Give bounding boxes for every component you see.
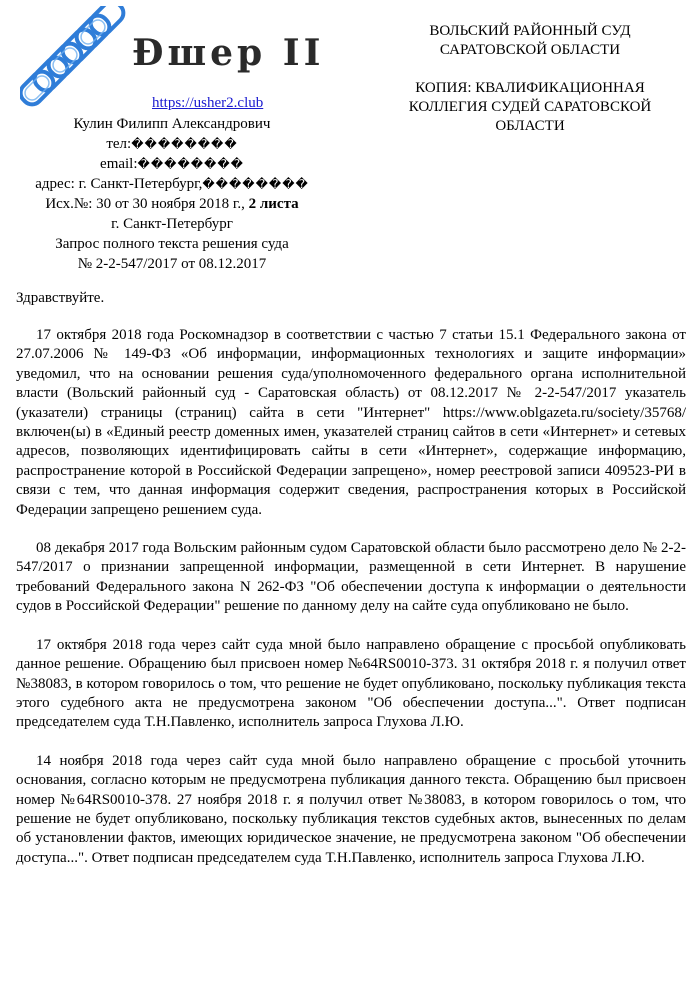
outgoing-reference: Исх.№: 30 от 30 ноября 2018 г., 2 листа	[45, 196, 299, 212]
masked-email: ��������	[137, 157, 244, 171]
subject-line-1: Запрос полного текста решения суда	[55, 236, 289, 252]
letter-body	[16, 326, 686, 887]
paragraph: 17 октября 2018 года через сайт суда мной было направлено обращение с просьбой опубликовать данное решение. Обращению был присвоен номер №64RS0010-373. 31 октября 2018 г. я получил ответ №38083, в котором говорилось о том, что решение не будет опубликовано, поскольку публикация текста этого судебного акта не предусмотрена законом "Об обеспечении доступа...". Ответ подписан председателем суда Т.Н.Павленко, исполнитель запроса Глухова Л.Ю.	[16, 636, 686, 731]
site-link[interactable]: https://usher2.club	[152, 95, 264, 111]
sender-address: адрес: г. Санкт-Петербург,��������	[35, 176, 309, 192]
page-count: 2 листа	[248, 196, 299, 212]
sender-phone: тел:��������	[106, 136, 238, 152]
paragraph: 17 октября 2018 года Роскомнадзор в соответствии с частью 7 статьи 15.1 Федерального закона от 27.07.2006 № 149-ФЗ «Об информации, информационных технологиях и защите информации» уведомил, что на основании решения суда/уполномоченного федерального органа исполнительной власти (Вольский районный суд - Саратовская область) от 08.12.2017 № 2-2-547/2017 указатель (указатели) страницы (страниц) сайта в сети "Интернет" https://www.oblgazeta.ru/society/35768/ включен(ы) в «Единый реестр доменных имен, указателей страниц сайтов в сети «Интернет» и сетевых адресов, позволяющих идентифицировать сайты в сети «Интернет», содержащие информацию, распространение которой в Российской Федерации запрещено», номер реестровой записи 409523-РИ в связи с тем, что данная информация содержит сведения, распространения которых в Российской Федерации запрещено решением суда.	[16, 327, 686, 518]
sender-city: г. Санкт-Петербург	[111, 216, 233, 232]
sender-email: email:��������	[100, 156, 244, 172]
greeting: Здравствуйте.	[16, 290, 105, 306]
sender-name: Кулин Филипп Александрович	[73, 116, 271, 132]
masked-phone: ��������	[131, 137, 238, 151]
paragraph: 08 декабря 2017 года Вольским районным судом Саратовской области было рассмотрено дело № 2-2-547/2017 о признании запрещенной информации, размещенной в сети Интернет. В нарушение требований Федерального закона N 262-ФЗ "Об обеспечении доступа к информации о деятельности судов в Российской Федерации" решение по данному делу на сайте суда опубликовано не было.	[16, 540, 686, 615]
paragraph: 14 ноября 2018 года через сайт суда мной было направлено обращение с просьбой уточнить основания, согласно которым не предусмотрена публикация данного текста. Обращению был присвоен номер №64RS0010-378. 27 ноября 2018 г. я получил ответ №38083, в котором говорилось о том, что решение не будет опубликовано, поскольку публикация текстов судебных актов, вынесенных по делам об установлении фактов, имеющих юридическое значение, не предусмотрена законом "Об обеспечении доступа...". Ответ подписан председателем суда Т.Н.Павленко, исполнитель запроса Глухова Л.Ю.	[16, 752, 686, 866]
copy-recipient: КОПИЯ: КВАЛИФИКАЦИОННАЯ КОЛЛЕГИЯ СУДЕЙ САРАТОВСКОЙ ОБЛАСТИ	[408, 80, 652, 134]
chain-logo-icon	[20, 6, 128, 114]
recipient-block	[392, 22, 668, 155]
logo-title: Ðшер II	[132, 32, 325, 74]
sender-block	[16, 114, 328, 274]
masked-address: ��������	[202, 177, 309, 191]
court-name: ВОЛЬСКИЙ РАЙОННЫЙ СУД САРАТОВСКОЙ ОБЛАСТИ	[429, 23, 631, 58]
subject-line-2: № 2-2-547/2017 от 08.12.2017	[77, 256, 267, 272]
